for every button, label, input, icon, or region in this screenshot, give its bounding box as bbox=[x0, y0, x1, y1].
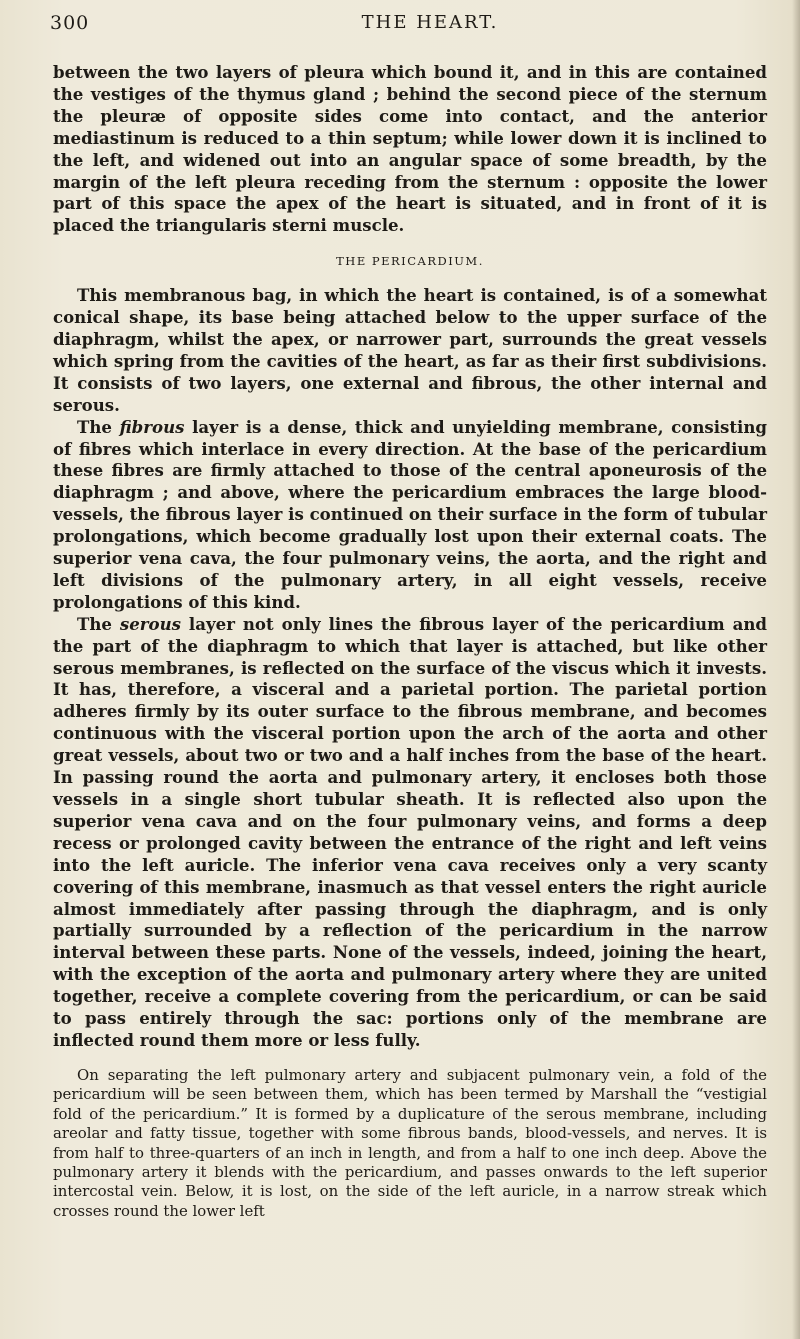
paragraph-prefix: The bbox=[77, 613, 120, 634]
paragraph-body: layer is a dense, thick and unyielding membrane, consisting of fibres which interlace in every direction. At the base of the pericardium these fibres are firmly attached to those of the central aponeurosis of the diaphragm ; and above, where the pericardium embraces the large blood-vessels, the fibrous layer is continued on their surface in the form of tubular prolongations, which become gradually lost upon their external coats. The superior vena cava, the four pulmonary veins, the aorta, and the right and left divisions of the pulmonary artery, in all eight vessels, receive prolongations of this kind. bbox=[53, 416, 768, 612]
page-header bbox=[50, 10, 770, 44]
paragraph-body: layer not only lines the fibrous layer of the pericardium and the part of the diaphragm to which that layer is attached, but like other serous membranes, is reflected on the surface of the viscus which it invests. It has, therefore, a visceral and a parietal portion. The parietal portion adheres firmly by its outer surface to the fibrous membrane, and becomes continuous with the visceral portion upon the arch of the aorta and other great vessels, about two or two and a half inches from the base of the heart. In passing round the aorta and pulmonary artery, it encloses both those vessels in a single short tubular sheath. It is reflected also upon the superior vena cava and on the four pulmonary veins, and forms a deep recess or prolonged cavity between the entrance of the right and left veins into the left auricle. The inferior vena cava receives only a very scanty covering of this membrane, inasmuch as that vessel enters the right auricle almost immediately after passing through the diaphragm, and is only partially surrounded by a reflection of the pericardium in the narrow interval between these parts. None of the vessels, indeed, joining the heart, with the exception of the aorta and pulmonary artery where they are united together, receive a complete covering from the pericardium, or can be said to pass entirely through the sac: portions only of the membrane are inflected round them more or less fully. bbox=[53, 613, 767, 1050]
paragraph-serous-layer bbox=[53, 614, 767, 1052]
running-title: THE HEART. bbox=[361, 12, 499, 33]
term-serous: serous bbox=[119, 613, 182, 634]
term-fibrous: fibrous bbox=[119, 416, 185, 437]
section-heading: THE PERICARDIUM. bbox=[336, 254, 484, 269]
page-edge-shadow bbox=[792, 0, 800, 1339]
paragraph-vestigial-fold: On separating the left pulmonary artery and subjacent pulmonary vein, a fold of the pericardium will be seen between them, which has been termed by Marshall the “vestigial fold of the pericardium.” It is formed by a duplicature of the serous membrane, including areolar and fatty tissue, together with some fibrous bands, blood-vessels, and nerves. It is from half to three-quarters of an inch in length, and from a half to one inch deep. Above the pulmonary artery it blends with the pericardium, and passes onwards to the left superior intercostal vein. Below, it is lost, on the side of the left auricle, in a narrow streak which crosses round the lower left bbox=[53, 1065, 767, 1220]
paragraph-fibrous-layer bbox=[53, 417, 767, 614]
paragraph-pericardium-intro: This membranous bag, in which the heart is contained, is of a somewhat conical shape, its base being attached below to the upper surface of the diaphragm, whilst the apex, or narrower part, surrounds the great vessels which spring from the cavities of the heart, as far as their first subdivisions. It consists of two layers, one external and fibrous, the other internal and serous. bbox=[53, 285, 767, 415]
paragraph-continued: between the two layers of pleura which bound it, and in this are contained the vestiges of the thymus gland ; behind the second piece of the sternum the pleuræ of opposite sides come into contact, and the anterior mediastinum is reduced to a thin septum; while lower down it is inclined to the left, and widened out into an angular space of some breadth, by the margin of the left pleura receding from the sternum : opposite the lower part of this space the apex of the heart is situated, and in front of it is placed the triangularis sterni muscle. bbox=[53, 62, 767, 236]
page-number: 300 bbox=[50, 12, 90, 34]
body-text bbox=[53, 62, 767, 1221]
paragraph-prefix: The bbox=[77, 416, 120, 437]
small-print-note bbox=[53, 1066, 767, 1221]
